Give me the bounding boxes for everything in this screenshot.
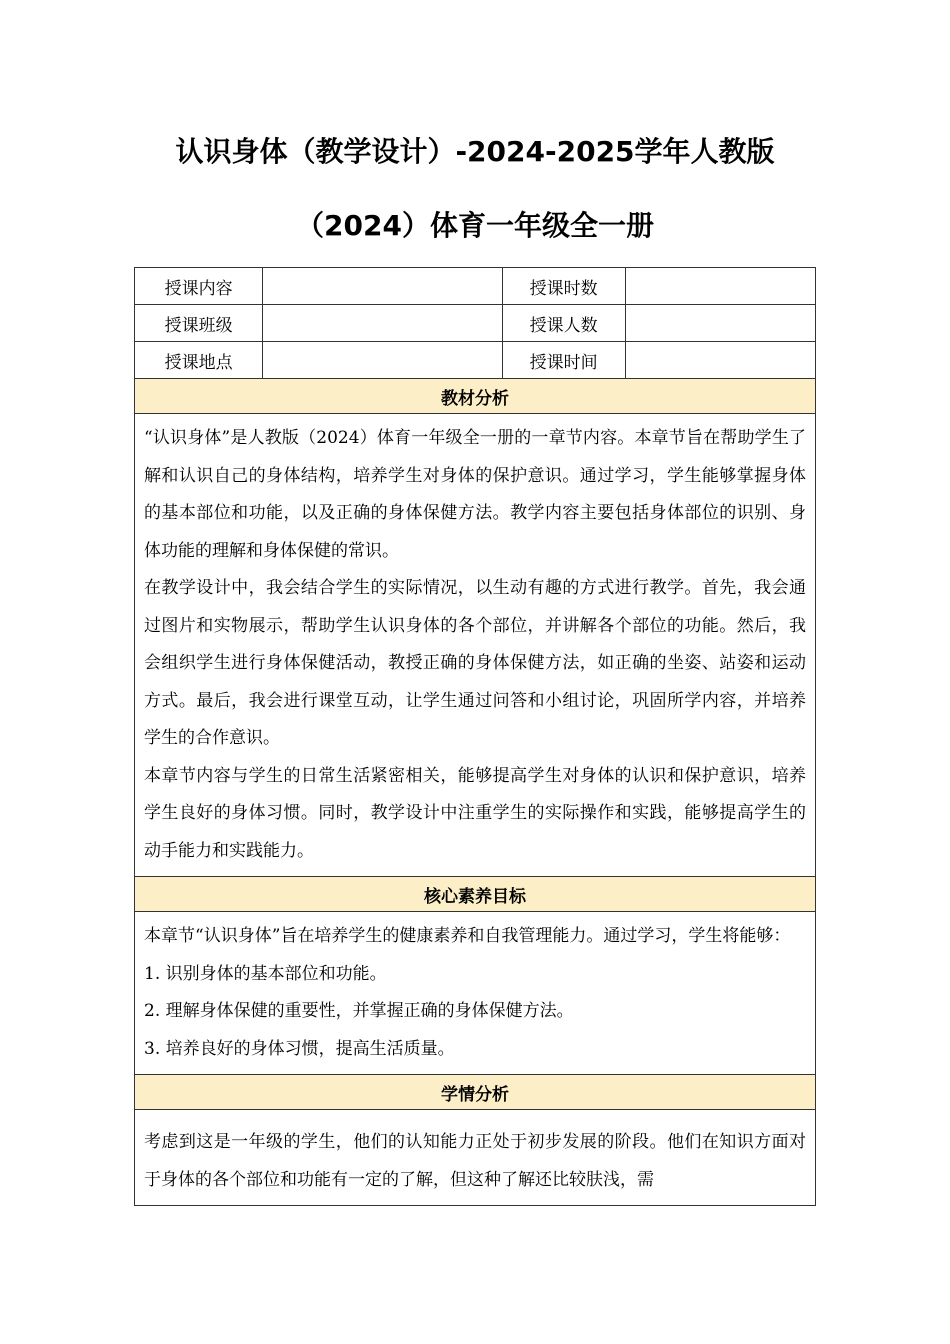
- section-header-learner-analysis: [135, 1075, 816, 1110]
- section-body-cell: [135, 912, 816, 1075]
- info-label: 授课人数: [502, 305, 625, 342]
- section-heading: 学情分析: [135, 1075, 816, 1110]
- section-body-material-analysis: [135, 414, 816, 877]
- info-label: 授课时数: [502, 268, 625, 305]
- lesson-plan-table: [134, 267, 816, 1206]
- document-title-line1: 认识身体（教学设计）-2024-2025学年人教版: [175, 135, 775, 168]
- section-heading: 核心素养目标: [135, 877, 816, 912]
- section-heading: 教材分析: [135, 379, 816, 414]
- paragraph: “认识身体”是人教版（2024）体育一年级全一册的一章节内容。本章节旨在帮助学生了解和认识自己的身体结构，培养学生对身体的保护意识。通过学习，学生能够掌握身体的基本部位和功能，以及正确的身体保健方法。教学内容主要包括身体部位的识别、身体功能的理解和身体保健的常识。: [144, 428, 806, 561]
- info-value-cell[interactable]: [263, 305, 502, 342]
- info-value-cell[interactable]: [263, 342, 502, 379]
- info-label: 授课地点: [135, 342, 263, 379]
- info-value-cell[interactable]: [625, 305, 815, 342]
- info-value-cell[interactable]: [625, 268, 815, 305]
- section-header-core-goals: [135, 877, 816, 912]
- list-item: 1. 识别身体的基本部位和功能。: [144, 963, 387, 984]
- paragraph: 本章节“认识身体”旨在培养学生的健康素养和自我管理能力。通过学习，学生将能够：: [144, 926, 791, 946]
- info-value-cell[interactable]: [625, 342, 815, 379]
- section-body-core-goals: [135, 912, 816, 1075]
- section-header-material-analysis: [135, 379, 816, 414]
- info-row: [135, 305, 816, 342]
- section-body-learner-analysis: [135, 1110, 816, 1206]
- info-row: [135, 268, 816, 305]
- section-body-cell: [135, 414, 816, 877]
- document-title-line2: （2024）体育一年级全一册: [296, 209, 654, 242]
- section-body-cell: [135, 1110, 816, 1206]
- info-label: 授课班级: [135, 305, 263, 342]
- list-item: 2. 理解身体保健的重要性，并掌握正确的身体保健方法。: [144, 1001, 574, 1021]
- info-row: [135, 342, 816, 379]
- info-value-cell[interactable]: [263, 268, 502, 305]
- info-label: 授课内容: [135, 268, 263, 305]
- paragraph: 本章节内容与学生的日常生活紧密相关，能够提高学生对身体的认识和保护意识，培养学生良好的身体习惯。同时，教学设计中注重学生的实际操作和实践，能够提高学生的动手能力和实践能力。: [144, 765, 806, 861]
- paragraph: 考虑到这是一年级的学生，他们的认知能力正处于初步发展的阶段。他们在知识方面对于身体的各个部位和功能有一定的了解，但这种了解还比较肤浅，需: [144, 1132, 806, 1190]
- list-item: 3. 培养良好的身体习惯，提高生活质量。: [144, 1038, 455, 1059]
- info-label: 授课时间: [502, 342, 625, 379]
- paragraph: 在教学设计中，我会结合学生的实际情况，以生动有趣的方式进行教学。首先，我会通过图片和实物展示，帮助学生认识身体的各个部位，并讲解各个部位的功能。然后，我会组织学生进行身体保健活动，教授正确的身体保健方法，如正确的坐姿、站姿和运动方式。最后，我会进行课堂互动，让学生通过问答和小组讨论，巩固所学内容，并培养学生的合作意识。: [144, 578, 806, 748]
